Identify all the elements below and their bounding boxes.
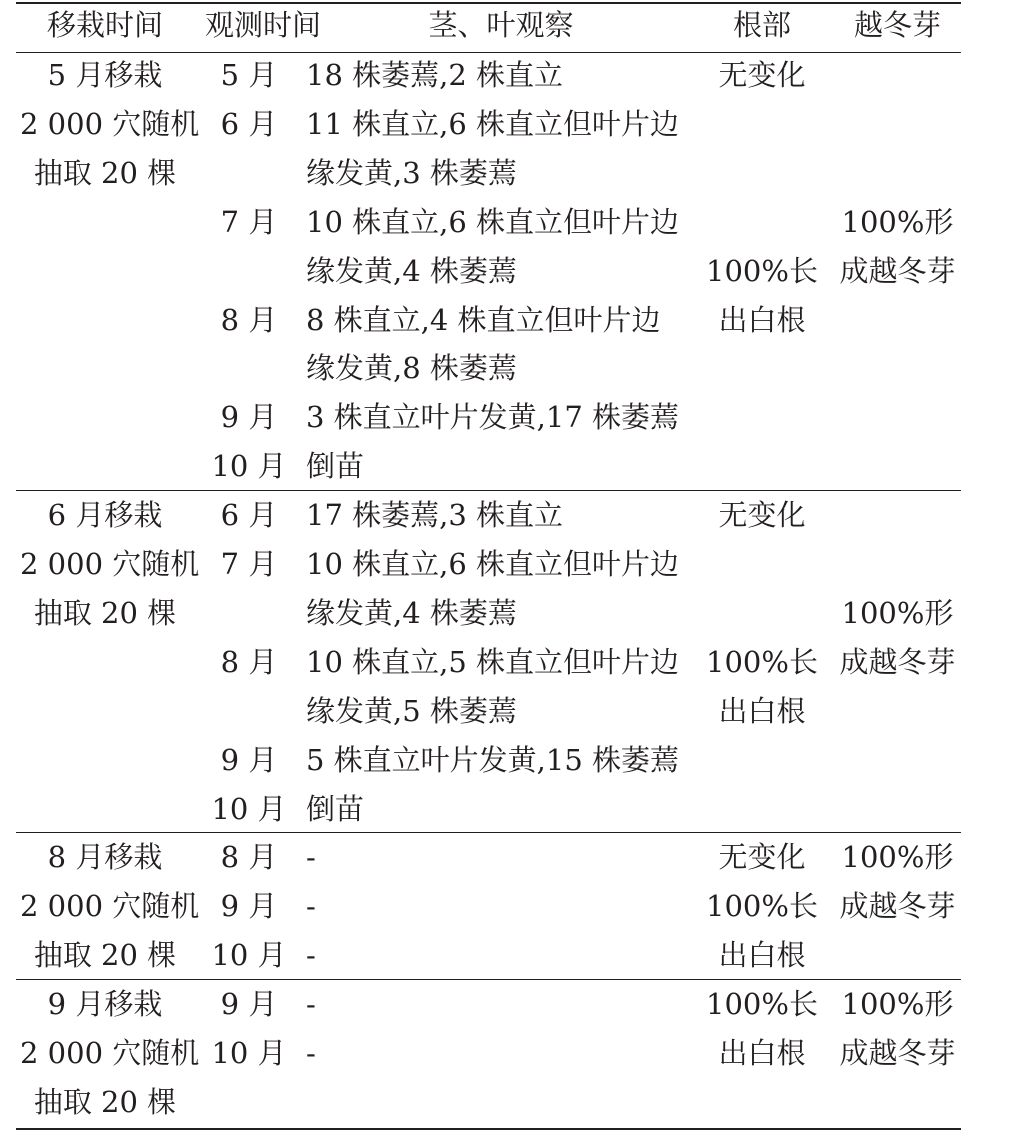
transplant-time: 9 月移栽 [47,987,163,1022]
transplant-time: 抽取 20 棵 [33,1084,177,1119]
stem-leaf-observation: 11 株直立,6 株直立但叶片边 [306,106,680,141]
observation-month: 8 月 [220,644,278,679]
transplant-time: 5 月移栽 [47,58,163,92]
stem-leaf-observation: 缘发黄,5 株萎蔫 [306,693,517,728]
stem-leaf-observation: - [306,840,316,875]
observation-month: 7 月 [220,204,278,239]
stem-leaf-observation: 倒苗 [306,449,365,484]
observation-month: 6 月 [220,498,278,533]
root-observation: 出白根 [718,302,806,337]
observation-month: 10 月 [211,449,287,484]
overwintering-bud-observation: 成越冬芽 [839,889,956,924]
header-transplant-time: 移栽时间 [46,8,163,42]
root-observation: 无变化 [718,58,806,92]
observation-month: 8 月 [220,840,278,875]
observation-month: 7 月 [220,547,278,581]
observation-month: 10 月 [211,938,287,973]
root-observation: 出白根 [718,938,806,973]
stem-leaf-observation: 5 株直立叶片发黄,15 株萎蔫 [306,742,680,777]
overwintering-bud-observation: 成越冬芽 [839,644,956,679]
group-separator-rule [16,832,961,833]
stem-leaf-observation: 缘发黄,4 株萎蔫 [306,595,517,630]
header-overwintering-bud: 越冬芽 [853,8,941,42]
observation-month: 9 月 [220,742,278,777]
table-bottom-rule [16,1128,961,1130]
observation-month: 10 月 [211,791,287,826]
stem-leaf-observation: 10 株直立,6 株直立但叶片边 [306,547,680,581]
transplant-time: 抽取 20 棵 [33,155,177,190]
header-observation-time: 观测时间 [205,8,322,42]
root-observation: 100%长 [706,889,818,924]
stem-leaf-observation: 10 株直立,6 株直立但叶片边 [306,204,680,239]
root-observation: 出白根 [718,693,806,728]
header-root: 根部 [732,8,791,42]
transplant-time: 2 000 穴随机 [20,1036,200,1070]
transplant-time: 2 000 穴随机 [20,889,200,924]
transplant-time: 抽取 20 棵 [33,595,177,630]
stem-leaf-observation: 10 株直立,5 株直立但叶片边 [306,644,680,679]
stem-leaf-observation: - [306,938,316,973]
observation-month: 9 月 [220,889,278,924]
group-separator-rule [16,490,961,491]
stem-leaf-observation: 缘发黄,8 株萎蔫 [306,351,517,386]
stem-leaf-observation: 缘发黄,4 株萎蔫 [306,253,517,288]
stem-leaf-observation: 倒苗 [306,791,365,826]
overwintering-bud-observation: 成越冬芽 [839,253,956,288]
header-stem-leaf-observation: 茎、叶观察 [428,8,574,42]
root-observation: 100%长 [706,987,818,1022]
observation-month: 10 月 [211,1036,287,1070]
root-observation: 100%长 [706,644,818,679]
stem-leaf-observation: 缘发黄,3 株萎蔫 [306,155,517,190]
root-observation: 出白根 [718,1036,806,1070]
transplant-time: 2 000 穴随机 [20,547,200,581]
root-observation: 无变化 [718,840,806,875]
transplant-time: 抽取 20 棵 [33,938,177,973]
overwintering-bud-observation: 100%形 [841,840,954,875]
stem-leaf-observation: 8 株直立,4 株直立但叶片边 [306,302,661,337]
stem-leaf-observation: 17 株萎蔫,3 株直立 [306,498,564,533]
stem-leaf-observation: - [306,1036,316,1070]
overwintering-bud-observation: 100%形 [841,595,954,630]
stem-leaf-observation: 3 株直立叶片发黄,17 株萎蔫 [306,400,680,435]
stem-leaf-observation: - [306,889,316,924]
table-top-rule [16,2,961,4]
stem-leaf-observation: 18 株萎蔫,2 株直立 [306,58,564,92]
root-observation: 100%长 [706,253,818,288]
observation-month: 5 月 [220,58,278,92]
transplant-time: 6 月移栽 [47,498,163,533]
stem-leaf-observation: - [306,987,316,1022]
transplant-time: 8 月移栽 [47,840,163,875]
observation-month: 9 月 [220,987,278,1022]
observation-month: 9 月 [220,400,278,435]
overwintering-bud-observation: 100%形 [841,987,954,1022]
overwintering-bud-observation: 成越冬芽 [839,1036,956,1070]
overwintering-bud-observation: 100%形 [841,204,954,239]
header-rule [16,52,961,53]
group-separator-rule [16,979,961,980]
root-observation: 无变化 [718,498,806,533]
observation-month: 6 月 [220,106,278,141]
transplant-time: 2 000 穴随机 [20,106,200,141]
observation-month: 8 月 [220,302,278,337]
